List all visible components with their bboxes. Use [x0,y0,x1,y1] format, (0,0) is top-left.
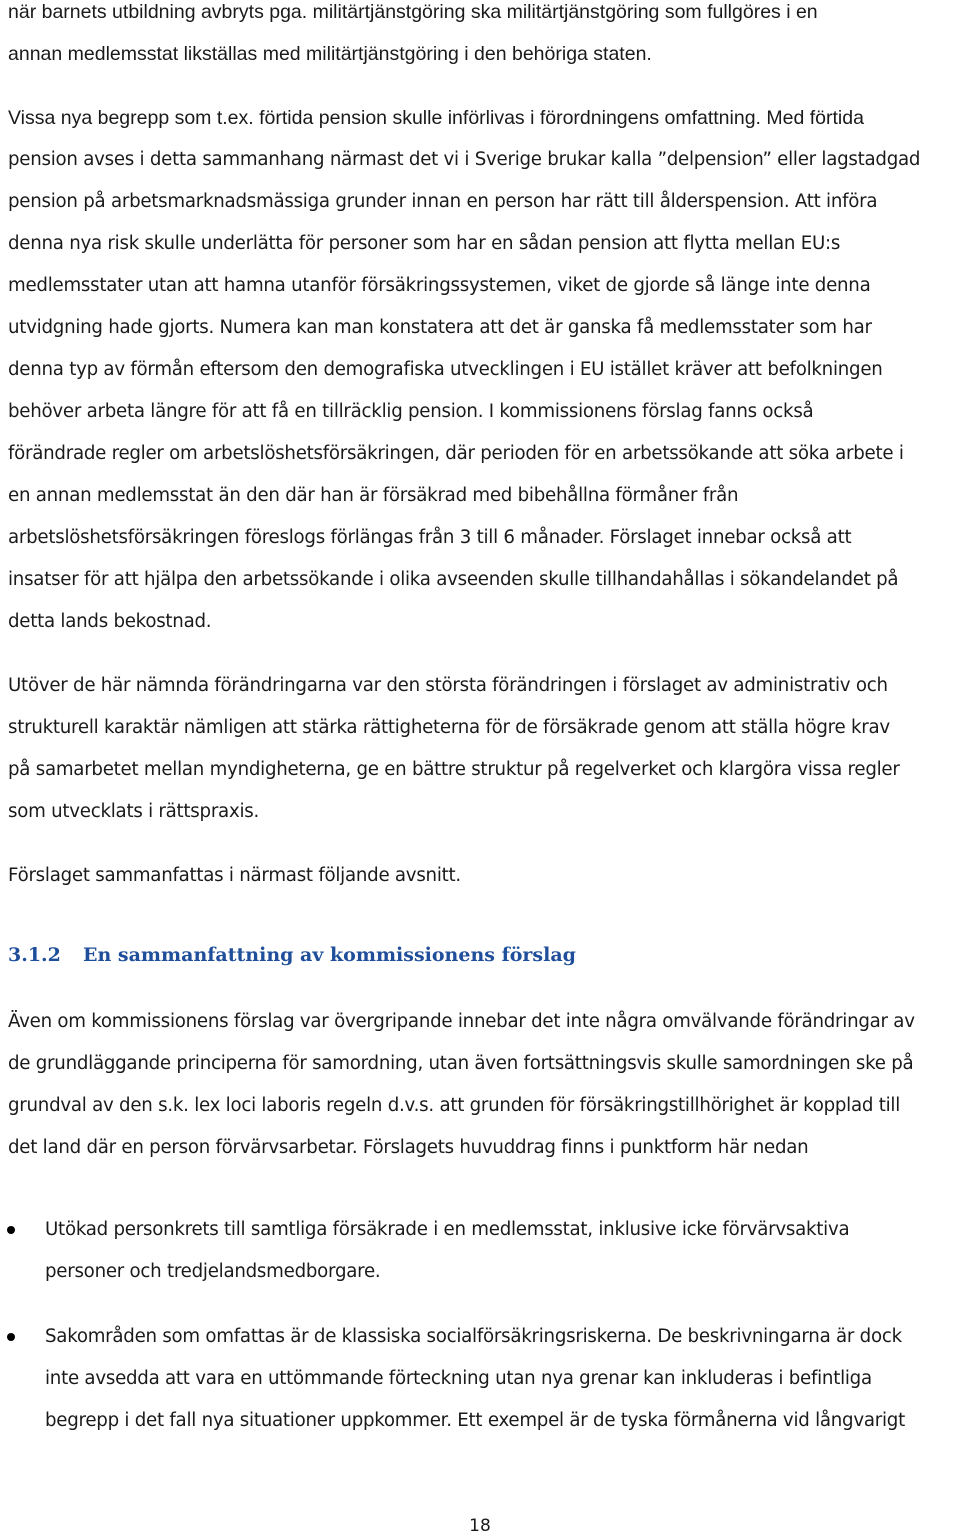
page-number: 18 [469,1516,491,1536]
paragraph1-line-7: denna typ av förmån eftersom den demografiska utvecklingen i EU istället kräver att befolkningen [8,359,883,380]
bullet-icon [7,1333,15,1341]
paragraph4-line-3: grundval av den s.k. lex loci laboris regeln d.v.s. att grunden för försäkringstillhörighet är kopplad till [8,1095,901,1116]
paragraph4-line-2: de grundläggande principerna för samordning, utan även fortsättningsvis skulle samordningen ske på [8,1053,914,1074]
section-heading [8,942,576,968]
paragraph1-line-10: en annan medlemsstat än den där han är försäkrad med bibehållna förmåner från [8,485,739,506]
paragraph4-line-1: Även om kommissionens förslag var övergripande innebar det inte några omvälvande förändringar av [8,1011,915,1032]
paragraph3-line-1: Förslaget sammanfattas i närmast följande avsnitt. [8,865,461,886]
bullet1-line-2: personer och tredjelandsmedborgare. [45,1261,381,1282]
intro-line-1: när barnets utbildning avbryts pga. militärtjänstgöring ska militärtjänstgöring som fullgöres i en [8,1,818,23]
paragraph1-line-5: medlemsstater utan att hamna utanför försäkringssystemen, viket de gjorde så länge inte denna [8,275,871,296]
paragraph2-line-2: strukturell karaktär nämligen att stärka rättigheterna för de försäkrade genom att ställa högre krav [8,717,890,738]
paragraph1-line-12: insatser för att hjälpa den arbetssökande i olika avseenden skulle tillhandahållas i sökandelandet på [8,569,899,590]
paragraph2-line-3: på samarbetet mellan myndigheterna, ge en bättre struktur på regelverket och klargöra vissa regler [8,759,900,780]
bullet2-line-3: begrepp i det fall nya situationer uppkommer. Ett exempel är de tyska förmånerna vid långvarigt [45,1410,905,1431]
paragraph2-line-1: Utöver de här nämnda förändringarna var den största förändringen i förslaget av administrativ och [8,675,888,696]
bullet2-line-1: Sakområden som omfattas är de klassiska socialförsäkringsriskerna. De beskrivningarna är dock [45,1326,902,1347]
paragraph1-line-4: denna nya risk skulle underlätta för personer som har en sådan pension att flytta mellan EU:s [8,233,841,254]
paragraph1-line-9: förändrade regler om arbetslöshetsförsäkringen, där perioden för en arbetssökande att söka arbete i [8,443,904,464]
section-number: 3.1.2 [8,944,61,966]
paragraph4-line-4: det land där en person förvärvsarbetar. Förslagets huvuddrag finns i punktform här nedan [8,1137,809,1158]
paragraph1-line-11: arbetslöshetsförsäkringen föreslogs förlängas från 3 till 6 månader. Förslaget innebar också att [8,527,852,548]
bullet-icon [7,1226,15,1234]
section-title: En sammanfattning av kommissionens förslag [83,944,576,966]
paragraph1-line-2: pension avses i detta sammanhang närmast det vi i Sverige brukar kalla ”delpension” eller lagstadgad [8,149,921,170]
paragraph1-line-13: detta lands bekostnad. [8,611,212,632]
paragraph1-line-1: Vissa nya begrepp som t.ex. förtida pension skulle införlivas i förordningens omfattning. Med förtida [8,107,864,129]
paragraph1-line-8: behöver arbeta längre för att få en tillräcklig pension. I kommissionens förslag fanns också [8,401,814,422]
bullet2-line-2: inte avsedda att vara en uttömmande förteckning utan nya grenar kan inkluderas i befintliga [45,1368,872,1389]
paragraph2-line-4: som utvecklats i rättspraxis. [8,801,260,822]
bullet1-line-1: Utökad personkrets till samtliga försäkrade i en medlemsstat, inklusive icke förvärvsaktiva [45,1219,850,1240]
intro-line-2: annan medlemsstat likställas med militärtjänstgöring i den behöriga staten. [8,43,652,65]
paragraph1-line-6: utvidgning hade gjorts. Numera kan man konstatera att det är ganska få medlemsstater som har [8,317,872,338]
paragraph1-line-3: pension på arbetsmarknadsmässiga grunder innan en person har rätt till ålderspension. Att införa [8,191,878,212]
